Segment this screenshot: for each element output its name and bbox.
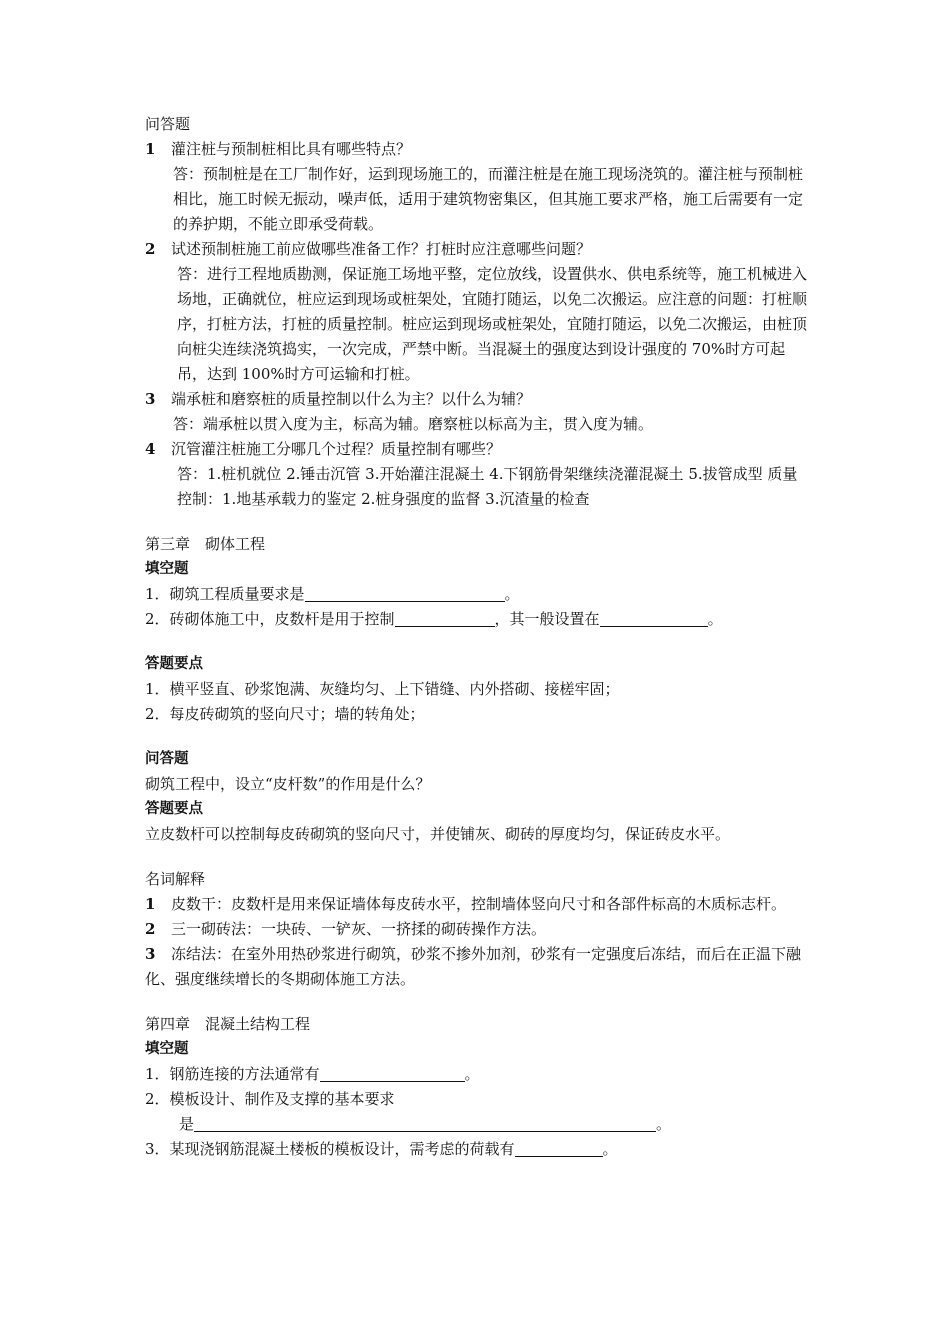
qa-heading: 问答题 (145, 751, 189, 767)
document-page (145, 112, 810, 1162)
question-text: 沉管灌注桩施工分哪几个过程？质量控制有哪些？ (171, 440, 502, 458)
qa-key-heading: 答题要点 (145, 801, 203, 817)
answer-1: 答：预制桩是在工厂制作好，运到现场施工的，而灌注桩是在施工现场浇筑的。灌注桩与预制桩相比，施工时候无振动，噪声低，适用于建筑物密集区，但其施工要求严格，施工后需要有一定的养护期，不能立即承受荷载。 (173, 165, 804, 233)
fill-blank-2: 2．模板设计、制作及支撑的基本要求 (145, 1090, 395, 1108)
period: 。 (602, 1140, 618, 1158)
fill-blank-2-cont (145, 1112, 810, 1137)
fill-blank-3 (145, 1137, 810, 1162)
answer-blank (600, 609, 708, 627)
answer-blank (320, 1064, 465, 1082)
period: 。 (656, 1115, 672, 1133)
question-text: 端承桩和磨察桩的质量控制以什么为主？以什么为辅？ (171, 390, 532, 408)
term-text: 三一砌砖法：一块砖、一铲灰、一挤揉的砌砖操作方法。 (171, 920, 547, 938)
answer-2: 答：进行工程地质勘测，保证施工场地平整，定位放线，设置供水、供电系统等，施工机械进入场地，正确就位，桩应运到现场或桩架处，宜随打随运，以免二次搬运。应注意的问题：打桩顺序，打桩方法，打桩的质量控制。桩应运到现场或桩架处，宜随打随运，以免二次搬运，由桩顶向桩尖连续浇筑捣实，一次完成，严禁中断。当混凝土的强度达到设计强度的 70%时方可起吊，达到 100%时方可运输和打桩。 (177, 265, 808, 383)
fill-blank-text: 3．某现浇钢筋混凝土楼板的模板设计，需考虑的荷载有 (145, 1140, 515, 1158)
period: 。 (464, 1065, 480, 1083)
fill-blank-text: 2．砖砌体施工中，皮数杆是用于控制 (145, 610, 395, 628)
fill-blank-text: 1．砌筑工程质量要求是 (145, 585, 305, 603)
answer-blank (194, 1114, 656, 1132)
question-1 (145, 137, 810, 162)
answer-key-1: 1．横平竖直、砂浆饱满、灰缝均匀、上下错缝、内外搭砌、接槎牢固； (145, 680, 620, 698)
question-number: 2 (145, 240, 156, 258)
period: 。 (504, 585, 520, 603)
answer-blank (305, 584, 505, 602)
term-number: 1 (145, 895, 156, 913)
term-number: 3 (145, 945, 156, 963)
term-2 (145, 917, 810, 942)
fill-blank-text: 是 (179, 1115, 195, 1133)
chapter4-title: 第四章 混凝土结构工程 (145, 1015, 311, 1033)
term-text: 冻结法：在室外用热砂浆进行砌筑，砂浆不掺外加剂，砂浆有一定强度后冻结，而后在正温下融化、强度继续增长的冬期砌体施工方法。 (145, 945, 802, 988)
question-text: 试述预制桩施工前应做哪些准备工作？打桩时应注意哪些问题？ (171, 240, 592, 258)
answer-3: 答：端承桩以贯入度为主，标高为辅。磨察桩以标高为主，贯入度为辅。 (173, 415, 654, 433)
fill-blank-1 (145, 582, 810, 607)
question-number: 4 (145, 440, 156, 458)
term-1 (145, 892, 810, 917)
question-4 (145, 437, 810, 462)
spacer (145, 512, 810, 532)
question-number: 3 (145, 390, 156, 408)
qa-answer: 立皮数杆可以控制每皮砖砌筑的竖向尺寸，并使铺灰、砌砖的厚度均匀，保证砖皮水平。 (145, 825, 731, 843)
fill-blank-text: 1．钢筋连接的方法通常有 (145, 1065, 320, 1083)
fill-blank-2 (145, 607, 810, 632)
answer-key-heading: 答题要点 (145, 656, 203, 672)
term-text: 皮数干：皮数杆是用来保证墙体每皮砖水平，控制墙体竖向尺寸和各部件标高的木质标志杆。 (171, 895, 787, 913)
fill-blank-heading: 填空题 (145, 1041, 189, 1057)
term-number: 2 (145, 920, 156, 938)
spacer (145, 847, 810, 867)
section-title: 问答题 (145, 115, 191, 133)
term-3 (145, 942, 810, 992)
terms-heading: 名词解释 (145, 870, 206, 888)
fill-blank-text: ，其一般设置在 (494, 610, 600, 628)
fill-blank-heading: 填空题 (145, 561, 189, 577)
spacer (145, 727, 810, 747)
question-3 (145, 387, 810, 412)
fill-blank-1 (145, 1062, 810, 1087)
spacer (145, 632, 810, 652)
question-number: 1 (145, 140, 156, 158)
answer-key-2: 2．每皮砖砌筑的竖向尺寸；墙的转角处； (145, 705, 425, 723)
chapter3-title: 第三章 砌体工程 (145, 535, 266, 553)
answer-blank (515, 1139, 603, 1157)
question-2 (145, 237, 810, 262)
question-text: 灌注桩与预制桩相比具有哪些特点？ (171, 140, 412, 158)
qa-question: 砌筑工程中，设立“皮杆数”的作用是什么？ (145, 775, 431, 793)
spacer (145, 992, 810, 1012)
period: 。 (707, 610, 723, 628)
answer-4: 答：1.桩机就位 2.锤击沉管 3.开始灌注混凝土 4.下钢筋骨架继续浇灌混凝土 5.拔管成型 质量控制：1.地基承载力的鉴定 2.桩身强度的监督 3.沉渣量的检查 (177, 465, 798, 508)
answer-blank (395, 609, 495, 627)
